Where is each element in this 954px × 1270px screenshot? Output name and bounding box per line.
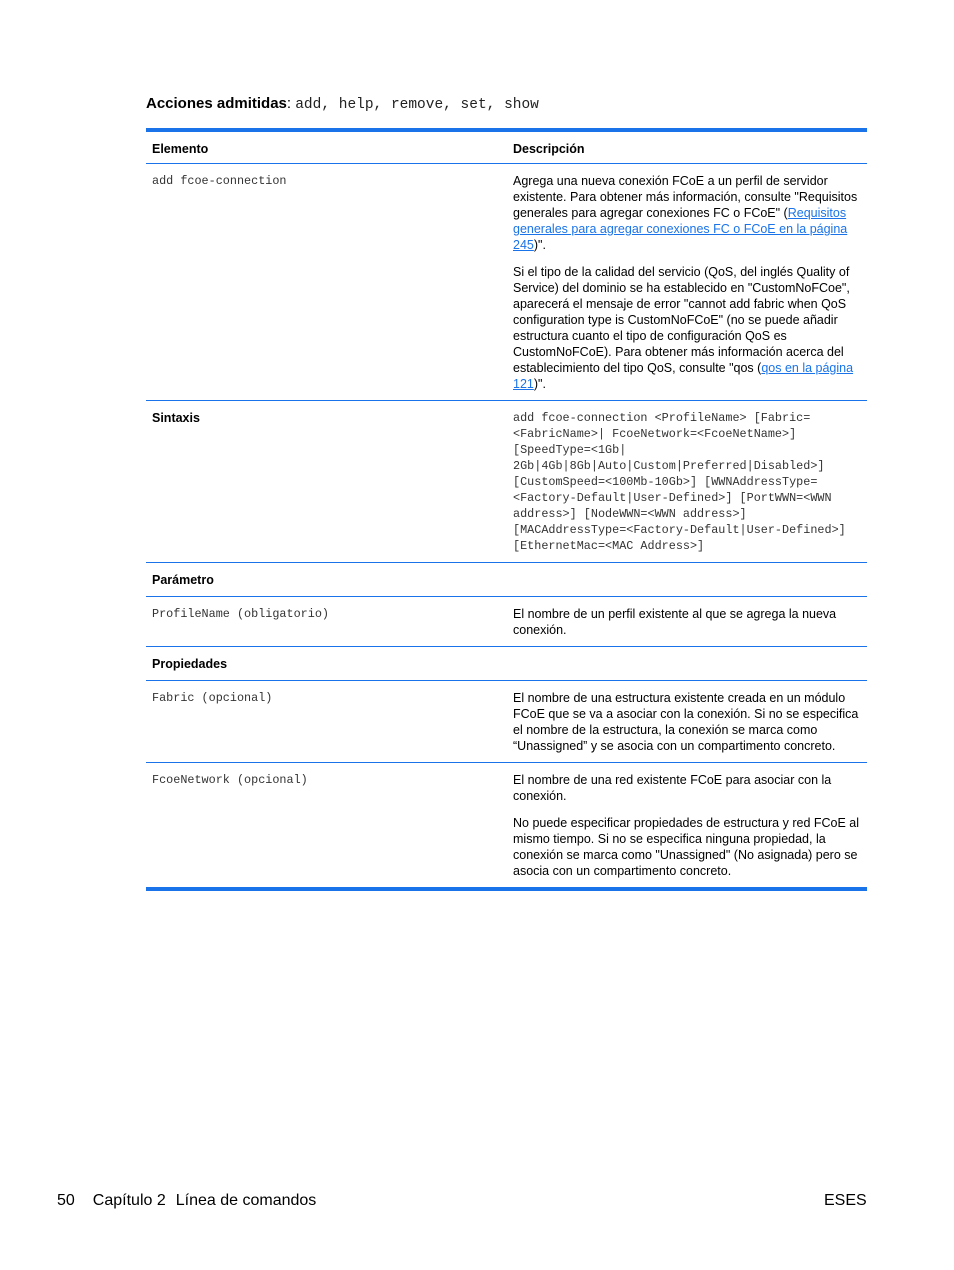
fabric-description: El nombre de una estructura existente creada en un módulo FCoE que se va a asociar con la conexión. Si no se especifica el nombre de la estructura, la conexión se marca como “Unassigned” y se asocia con un compartimento concreto. [513, 691, 859, 753]
column-header-element: Elemento [152, 142, 209, 156]
chapter-label: Capítulo 2 [92, 1192, 166, 1209]
table-row [146, 164, 867, 401]
column-header-description: Descripción [513, 142, 585, 156]
parameter-profilename: ProfileName (obligatorio) [152, 607, 329, 621]
table-row [146, 563, 867, 597]
table-row [146, 763, 867, 887]
description-paragraph: Agrega una nueva conexión FCoE a un perfil de servidor existente. Para obtener más información, consulte "Requisitos generales para agregar conexiones FC o FCoE" (Requisitos generales para agregar conexiones FC o FCoE en la página 245)". [513, 174, 858, 252]
fcoenetwork-description: El nombre de una red existente FCoE para asociar con la conexión. [513, 773, 832, 803]
chapter-title: Línea de comandos [175, 1192, 317, 1209]
heading-colon: : [286, 95, 296, 112]
table-row [146, 681, 867, 763]
element-command: add fcoe-connection [152, 174, 287, 188]
qos-paragraph: Si el tipo de la calidad del servicio (QoS, del inglés Quality of Service) del dominio se ha establecido en "CustomNoFCoe", aparecerá el mensaje de error "cannot add fabric when QoS configuration type is CustomNoFCoE" (no se puede añadir estructura cuanto el tipo de configuración QoS es CustomNoFCoE). Para obtener más información acerca del establecimiento del tipo QoS, consulte "qos (qos en la página 121)". [513, 265, 854, 391]
supported-actions-label: Acciones admitidas [146, 95, 287, 112]
parameter-label: Parámetro [152, 573, 214, 587]
syntax-label: Sintaxis [152, 411, 200, 425]
properties-label: Propiedades [152, 657, 228, 671]
table-header-row [146, 132, 867, 164]
supported-actions-commands: add, help, remove, set, show [295, 97, 539, 113]
requirements-link[interactable]: Requisitos generales para agregar conexiones FC o FCoE en la página 245 [513, 206, 848, 252]
table-row [146, 647, 867, 681]
page-number: 50 [57, 1192, 75, 1209]
table-row [146, 597, 867, 647]
supported-actions-heading [146, 95, 539, 113]
page-footer [57, 1192, 316, 1210]
qos-link[interactable]: qos en la página 121 [513, 361, 854, 391]
property-fabric: Fabric (opcional) [152, 691, 273, 705]
table-row [146, 401, 867, 563]
footer-locale: ESES [824, 1192, 867, 1209]
property-fcoenetwork: FcoeNetwork (opcional) [152, 773, 308, 787]
command-table [146, 128, 867, 891]
syntax-code: add fcoe-connection <ProfileName> [Fabric=<FabricName>| FcoeNetwork=<FcoeNetName>] [SpeedType=<1Gb| 2Gb|4Gb|8Gb|Auto|Custom|Preferred|Disabled>] [CustomSpeed=<100Mb-10Gb>] [WWNAddressType=<Factory-Default|User-Defined>] [PortWWN=<WWN address>] [NodeWWN=<WWN address>] [MACAddressType=<Factory-Default|User-Defined>] [EthernetMac=<MAC Address>] [513, 411, 846, 553]
fcoenetwork-note: No puede especificar propiedades de estructura y red FCoE al mismo tiempo. Si no se especifica ninguna propiedad, la conexión se marca como "Unassigned" (No asignada) pero se asocia con un compartimento concreto. [513, 816, 860, 878]
parameter-description: El nombre de un perfil existente al que se agrega la nueva conexión. [513, 607, 837, 637]
